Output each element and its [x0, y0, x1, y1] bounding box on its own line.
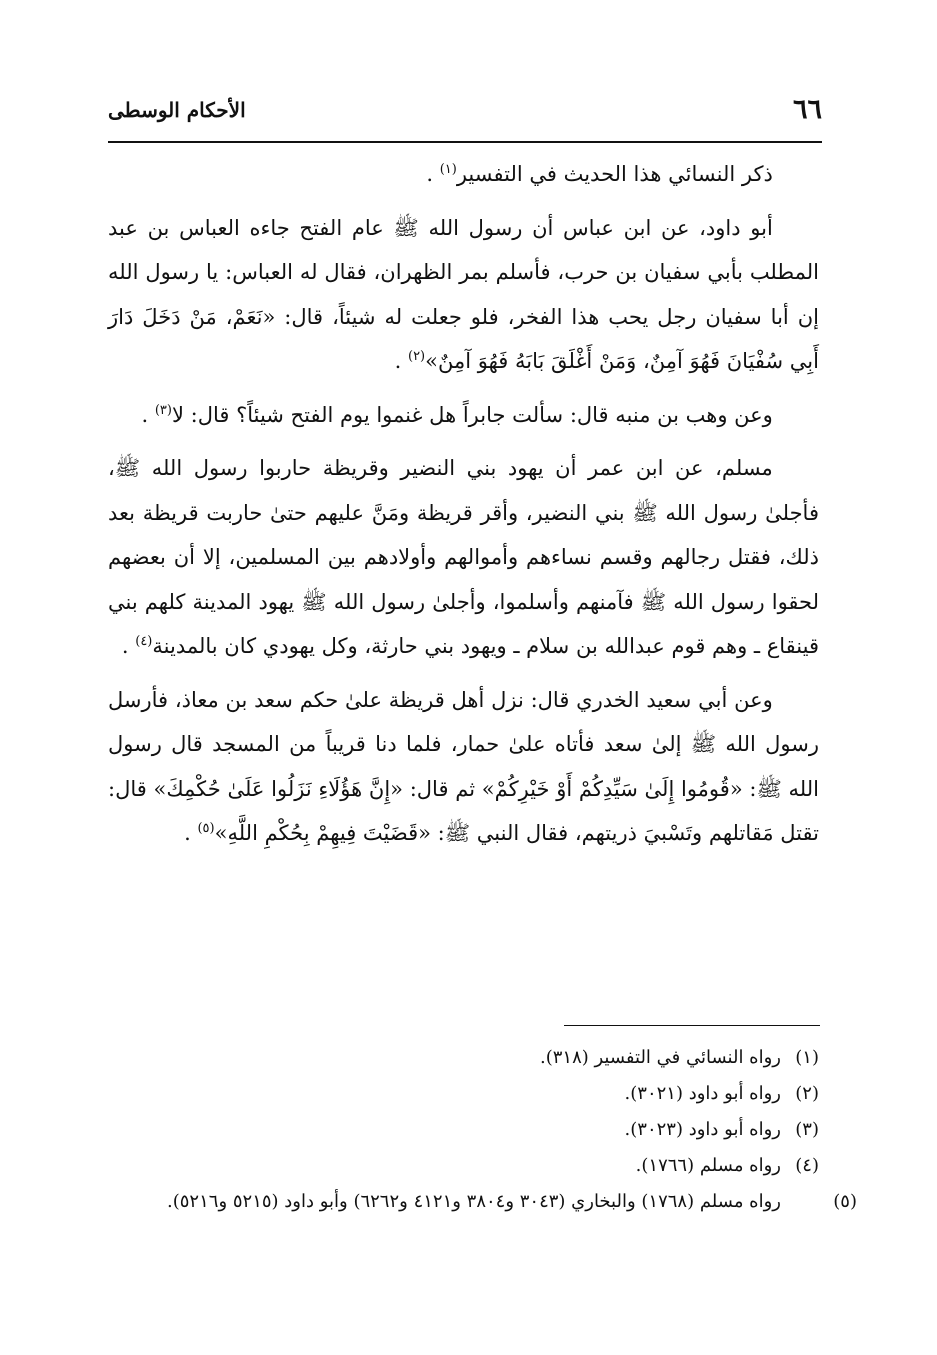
- paragraph-end: .: [121, 634, 136, 658]
- spacer: [108, 437, 819, 446]
- footnotes: [108, 1040, 857, 1220]
- footnote-text: رواه النسائي في التفسير (٣١٨).: [539, 1047, 781, 1068]
- footnote-text: رواه مسلم (١٧٦٨) والبخاري (٣٠٤٣ و٣٨٠٤ و٤١٢١ و٦٢٦٢) وأبو داود (٥٢١٥ و٥٢١٦).: [167, 1191, 781, 1212]
- paragraph-1: [108, 152, 819, 197]
- body-text: [108, 152, 819, 856]
- footnote-5: [108, 1184, 857, 1220]
- paragraph-2: [108, 206, 819, 384]
- paragraph-4: [108, 446, 819, 669]
- footnote-number: (٢): [795, 1083, 819, 1104]
- paragraph-end: .: [426, 162, 440, 186]
- footnote-number: (٤): [795, 1155, 819, 1176]
- footnote-divider: [564, 1025, 820, 1026]
- paragraph-text: وعن أبي سعيد الخدري قال: نزل أهل قريظة علىٰ حكم سعد بن معاذ، فأرسل رسول الله ﷺ إلىٰ سعد فأتاه علىٰ حمار، فلما دنا قريباً من المسجد قال رسول الله ﷺ: «قُومُوا إِلَىٰ سَيِّدِكُمْ أَوْ خَيْرِكُمْ» ثم قال: «إِنَّ هَؤُلَاءِ نَزَلُوا عَلَىٰ حُكْمِكَ» قال: تقتل مَقاتلهم وتَسْبيَ ذريتهم، فقال النبي ﷺ: «قَضَيْتَ فِيهِمْ بِحُكْمِ اللَّهِ»: [108, 687, 819, 845]
- paragraph-3: [108, 393, 819, 438]
- footnote-text: رواه أبو داود (٣٠٢٣).: [624, 1119, 781, 1140]
- running-title: الأحكام الوسطى: [108, 98, 246, 122]
- header-divider: [108, 141, 822, 143]
- footnote-text: رواه أبو داود (٣٠٢١).: [624, 1083, 781, 1104]
- footnote-number: (١): [795, 1047, 819, 1068]
- spacer: [108, 384, 819, 393]
- footnote-ref: (٣): [154, 402, 172, 418]
- spacer: [108, 669, 819, 678]
- footnote-ref: (٤): [135, 634, 153, 649]
- paragraph-text: وعن وهب بن منبه قال: سألت جابراً هل غنموا يوم الفتح شيئاً؟ قال: لا: [171, 402, 773, 427]
- footnote-4: [108, 1148, 819, 1184]
- footnote-number: (٣): [795, 1119, 819, 1140]
- footnote-2: [108, 1076, 819, 1112]
- footnote-1: [108, 1040, 819, 1076]
- paragraph-5: [108, 678, 819, 856]
- spacer: [108, 197, 819, 206]
- page-number: ٦٦: [792, 94, 822, 125]
- paragraph-text: ذكر النسائي هذا الحديث في التفسير: [456, 162, 773, 186]
- footnote-ref: (١): [439, 162, 457, 177]
- footnote-text: رواه مسلم (١٧٦٦).: [635, 1155, 781, 1176]
- page-header: [108, 90, 822, 140]
- footnote-ref: (٢): [407, 349, 426, 364]
- footnote-ref: (٥): [197, 821, 215, 836]
- paragraph-end: .: [394, 349, 408, 373]
- paragraph-end: .: [141, 402, 155, 427]
- paragraph-text: مسلم، عن ابن عمر أن يهود بني النضير وقريظة حاربوا رسول الله ﷺ، فأجلىٰ رسول الله ﷺ بني النضير، وأقر قريظة ومَنَّ عليهم حتىٰ حاربت قريظة بعد ذلك، فقتل رجالهم وقسم نساءهم وأموالهم وأولادهم بين المسلمين، إلا أن بعضهم لحقوا رسول الله ﷺ فآمنهم وأسلموا، وأجلىٰ رسول الله ﷺ يهود المدينة كلهم بني قينقاع ـ وهم قوم عبدالله بن سلام ـ ويهود بني حارثة، وكل يهودي كان بالمدينة: [108, 456, 819, 658]
- paragraph-end: .: [184, 821, 198, 845]
- footnote-number: (٥): [833, 1191, 857, 1212]
- footnote-3: [108, 1112, 819, 1148]
- paragraph-text: أبو داود، عن ابن عباس أن رسول الله ﷺ عام الفتح جاءه العباس بن عبد المطلب بأبي سفيان بن حرب، فأسلم بمر الظهران، فقال له العباس: يا رسول الله إن أبا سفيان رجل يحب هذا الفخر، فلو جعلت له شيئاً، قال: «نَعَمْ، مَنْ دَخَلَ دَارَ أَبِي سُفْيَانَ فَهُوَ آمِنٌ، وَمَنْ أَغْلَقَ بَابَهُ فَهُوَ آمِنٌ»: [108, 215, 819, 373]
